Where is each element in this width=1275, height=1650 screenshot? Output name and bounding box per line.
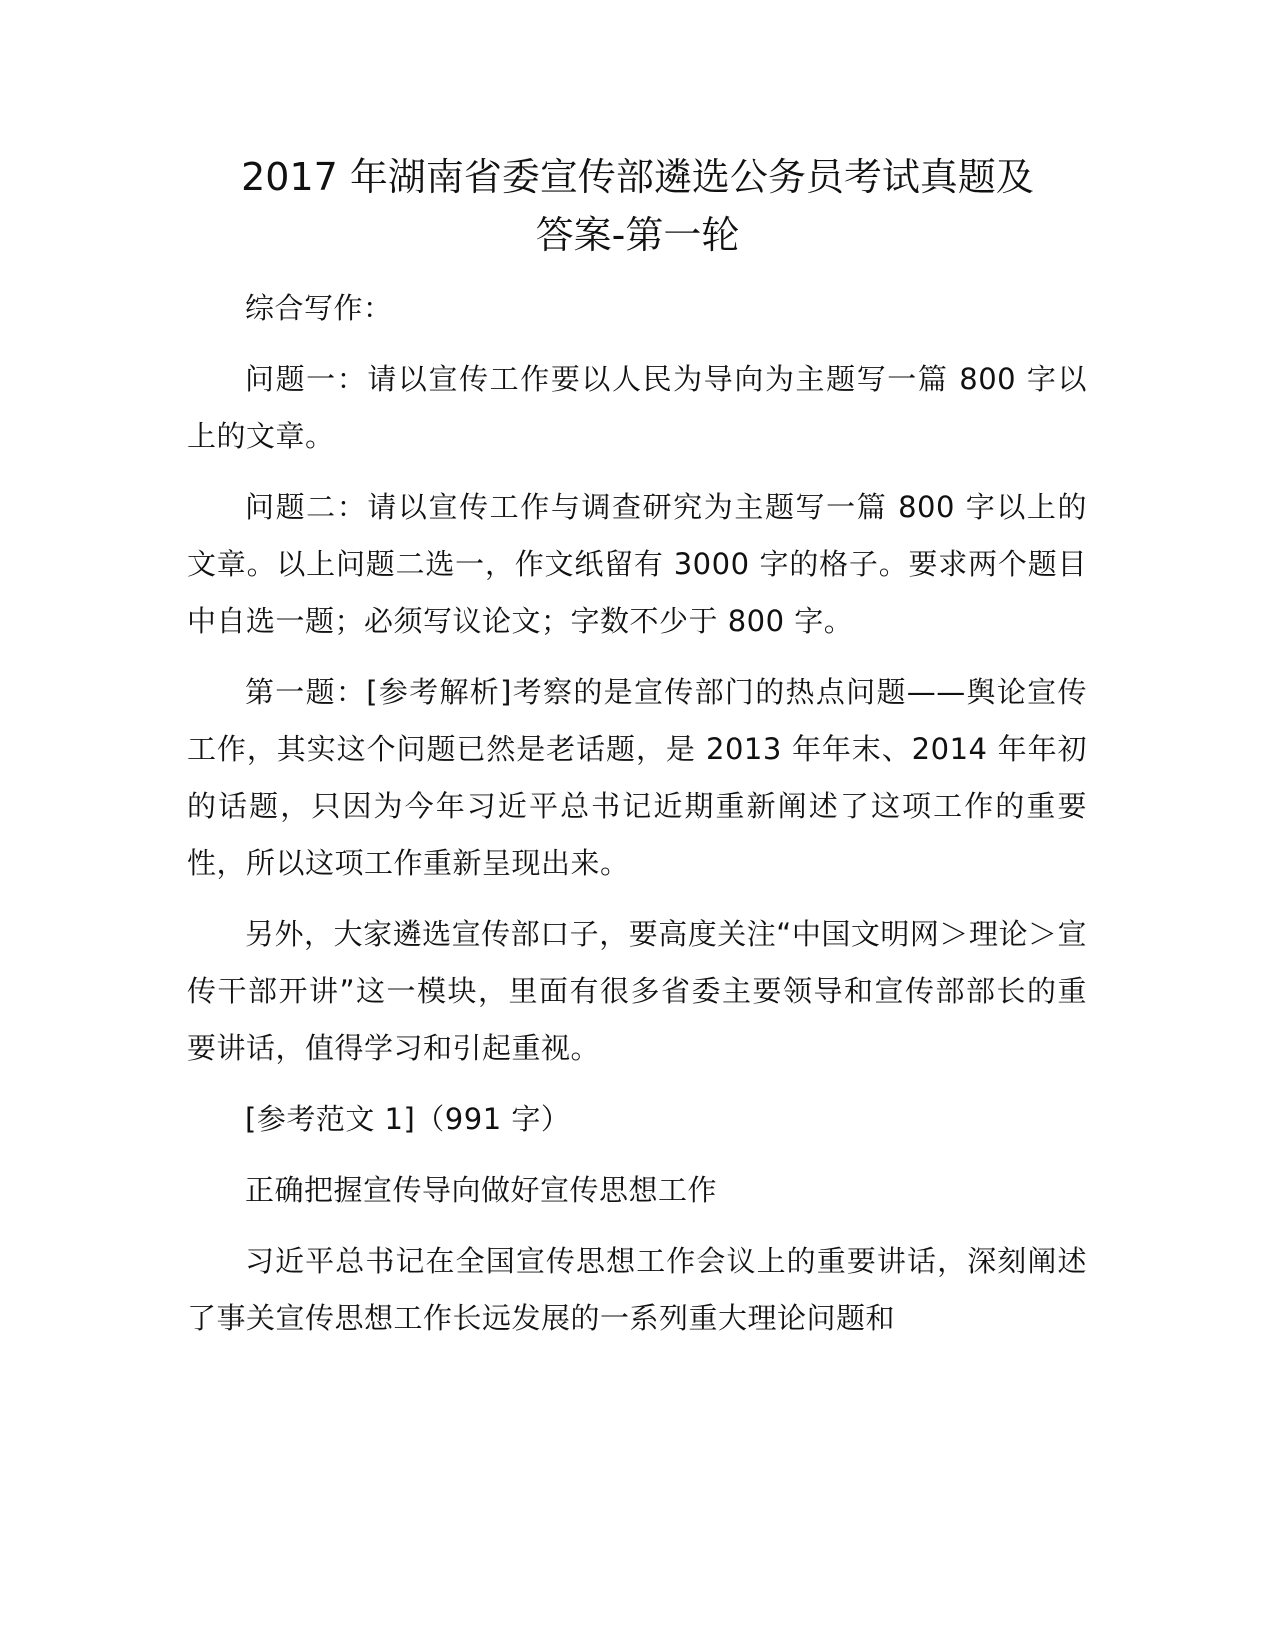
paragraph-note: 另外，大家遴选宣传部口子，要高度关注“中国文明网＞理论＞宣传干部开讲”这一模块，里面有很多省委主要领导和宣传部部长的重要讲话，值得学习和引起重视。: [187, 917, 1087, 1065]
paragraph-section-heading: 综合写作：: [245, 291, 393, 325]
paragraph-question-1: 问题一：请以宣传工作要以人民为导向为主题写一篇 800 字以上的文章。: [187, 362, 1087, 453]
paragraph-question-2: 问题二：请以宣传工作与调查研究为主题写一篇 800 字以上的文章。以上问题二选一，作文纸留有 3000 字的格子。要求两个题目中自选一题；必须写议论文；字数不少于 800 字。: [187, 490, 1087, 638]
document-title: [150, 148, 1125, 264]
title-line-2: 答案-第一轮: [535, 213, 740, 257]
paragraph-sample-label: [参考范文 1]（991 字）: [245, 1102, 571, 1136]
title-line-1: 2017 年湖南省委宣传部遴选公务员考试真题及: [241, 155, 1034, 199]
paragraph-sample-title: 正确把握宣传导向做好宣传思想工作: [245, 1173, 718, 1207]
paragraph-sample-body: 习近平总书记在全国宣传思想工作会议上的重要讲话，深刻阐述了事关宣传思想工作长远发展的一系列重大理论问题和: [187, 1244, 1087, 1335]
paragraph-analysis: 第一题：[参考解析]考察的是宣传部门的热点问题——舆论宣传工作，其实这个问题已然是老话题，是 2013 年年末、2014 年年初的话题，只因为今年习近平总书记近期重新阐述了这项工作的重要性，所以这项工作重新呈现出来。: [187, 675, 1087, 880]
document-body: [187, 280, 1087, 1361]
